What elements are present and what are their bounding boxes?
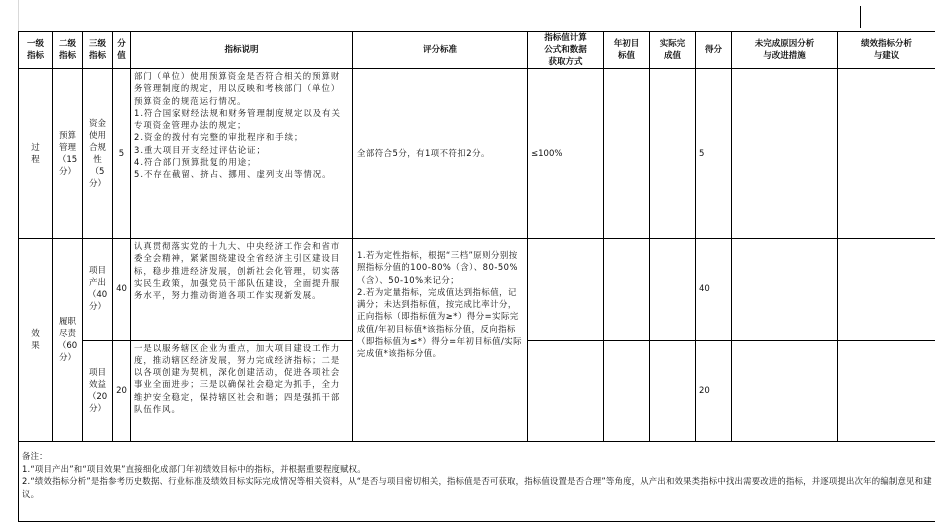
- header-target: 年初目 标值: [604, 32, 650, 69]
- output-row: [19, 239, 935, 341]
- benefit-formula: [528, 340, 604, 442]
- header-level1: 一级 指标: [19, 32, 53, 69]
- benefit-actual: [650, 340, 696, 442]
- output-level3-cell: 项目 产出 （40 分）: [83, 239, 113, 341]
- header-row: [19, 32, 935, 69]
- output-score-value: 40: [113, 239, 131, 341]
- process-row: [19, 69, 935, 239]
- process-score: 5: [696, 69, 732, 239]
- benefit-reason: [732, 340, 838, 442]
- benefit-level3-cell: 项目 效益 （20 分）: [83, 340, 113, 442]
- process-formula: ≤100%: [528, 69, 604, 239]
- header-level3: 三级 指标: [83, 32, 113, 69]
- output-actual: [650, 239, 696, 341]
- output-formula: [528, 239, 604, 341]
- header-reason: 未完成原因分析 与改进措施: [732, 32, 838, 69]
- effect-level2-cell: 履职 尽责 （60 分）: [53, 239, 83, 442]
- process-target: [604, 69, 650, 239]
- effect-standard: 1.若为定性指标，根据“三档”原则分别按照指标分值的100-80%（含）、80-50%（含）、50-10%来记分； 2.若为定量指标，完成值达到指标值，记满分；未达到指标值，按完成比率计分，正向指标（即指标值为≥*）得分=实际完成值/年初目标值*该指标分值，反向指标（即指标值为≤*）得分=年初目标值/实际完成值*该指标分值。: [353, 239, 528, 442]
- benefit-score: 20: [696, 340, 732, 442]
- header-formula: 指标值计算 公式和数据 获取方式: [528, 32, 604, 69]
- notes-row: [19, 442, 935, 522]
- process-level1-cell: 过 程: [19, 69, 53, 239]
- output-score: 40: [696, 239, 732, 341]
- header-score: 得分: [696, 32, 732, 69]
- output-analysis: [838, 239, 935, 341]
- header-score-value: 分 值: [113, 32, 131, 69]
- benefit-description: 一是以服务辖区企业为重点，加大项目建设工作力度，推动辖区经济发展，努力完成经济指标；二是以各项创建为契机，深化创建活动，促进各项社会事业全面进步；三是以确保社会稳定为抓手，全力维护安全稳定，保持辖区社会和谐；四是强抓干部队伍作风。: [131, 340, 353, 442]
- notes-cell: [19, 442, 935, 522]
- process-reason: [732, 69, 838, 239]
- output-reason: [732, 239, 838, 341]
- process-analysis: [838, 69, 935, 239]
- notes-line-2: 2.“绩效指标分析”是指参考历史数据、行业标准及绩效目标实际完成情况等相关资料，从“是否与项目密切相关，指标值是否可获取，指标值设置是否合理”等角度，从产出和效果类指标中找出需要改进的指标，并逐项提出次年的编制意见和建议。: [22, 475, 933, 500]
- process-standard: 全部符合5分，有1项不符扣2分。: [353, 69, 528, 239]
- benefit-target: [604, 340, 650, 442]
- effect-level1-cell: 效 果: [19, 239, 53, 442]
- header-level2: 二级 指标: [53, 32, 83, 69]
- output-description: 认真贯彻落实党的十九大、中央经济工作会和省市委全会精神，紧紧围绕建设全省经济主引区建设目标，稳步推进经济发展，创新社会化管理，切实落实民生政策，加强党员干部队伍建设，全面提升服务水平，努力推动街道各项工作实现新发展。: [131, 239, 353, 341]
- performance-evaluation-table: [18, 31, 935, 522]
- process-actual: [650, 69, 696, 239]
- gridline: [860, 6, 861, 28]
- header-standard: 评分标准: [353, 32, 528, 69]
- header-description: 指标说明: [131, 32, 353, 69]
- process-level2-cell: 预算 管理 （15 分）: [53, 69, 83, 239]
- process-description: 部门（单位）使用预算资金是否符合相关的预算财务管理制度的规定，用以反映和考核部门（单位）预算资金的规范运行情况。 1.符合国家财经法规和财务管理制度规定以及有关专项资金管理办法的规定； 2.资金的拨付有完整的审批程序和手续； 3.重大项目开支经过评估论证； 4.符合部门预算批复的用途； 5.不存在截留、挤占、挪用、虚列支出等情况。: [131, 69, 353, 239]
- benefit-analysis: [838, 340, 935, 442]
- benefit-score-value: 20: [113, 340, 131, 442]
- notes-line-1: 1.“项目产出”和“项目效果”直接细化成部门年初绩效目标中的指标，并根据重要程度赋权。: [22, 463, 933, 476]
- header-actual: 实际完 成值: [650, 32, 696, 69]
- process-level3-cell: 资金 使用 合规 性 （5 分）: [83, 69, 113, 239]
- header-analysis: 绩效指标分析 与建议: [838, 32, 935, 69]
- notes-title: 备注：: [22, 450, 933, 463]
- output-target: [604, 239, 650, 341]
- process-score-value: 5: [113, 69, 131, 239]
